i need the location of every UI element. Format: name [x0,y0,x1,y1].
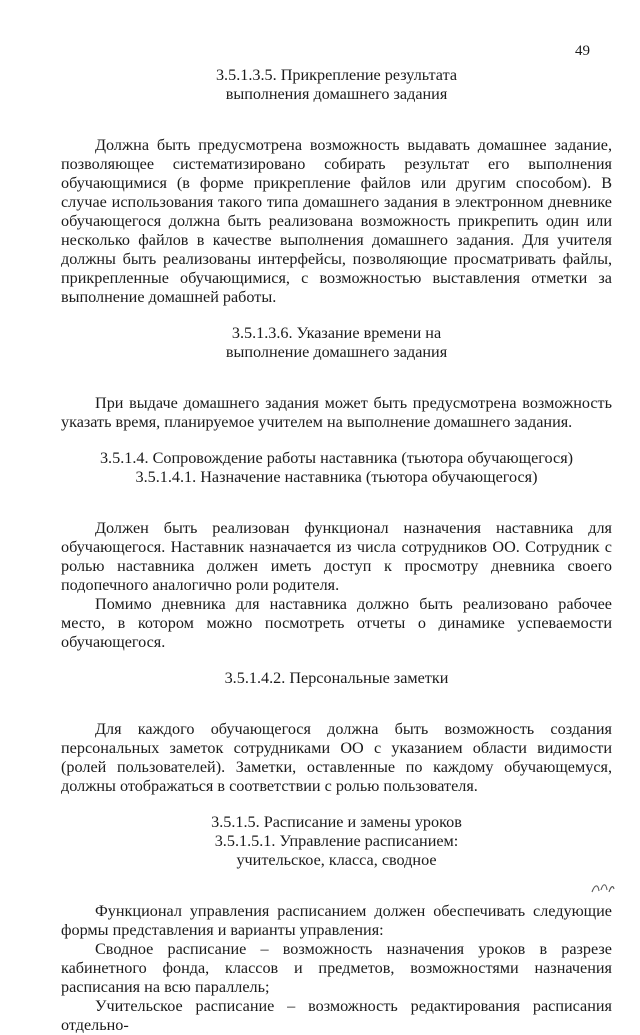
paragraph-schedule-intro: Функционал управления расписанием должен обеспечивать следующие формы представления и варианты управления: [61,902,612,939]
paragraph-personal-notes: Для каждого обучающегося должна быть возможность создания персональных заметок сотрудниками ОО с указанием области видимости (ролей пользователей). Заметки, оставленные по каждому обучающемуся, должны отображаться в соответствии с ролью пользователя. [61,720,612,795]
heading-line: 3.5.1.4. Сопровождение работы наставника (тьютора обучающегося) [99,449,574,467]
page-content [61,66,612,1035]
heading-line: 3.5.1.3.5. Прикрепление результата [215,66,458,84]
paragraph-summary-schedule: Сводное расписание – возможность назначения уроков в разрезе кабинетного фонда, классов и предметов, возможностями назначения расписания на всю параллель; [61,940,612,996]
section-heading-3-5-1-3-6 [61,324,612,362]
heading-line: 3.5.1.4.1. Назначение наставника (тьютора обучающегося) [135,468,538,486]
heading-line: выполнение домашнего задания [225,343,448,361]
heading-line: 3.5.1.4.2. Персональные заметки [224,669,449,687]
paragraph-mentor-workplace: Помимо дневника для наставника должно быть реализовано рабочее место, в котором можно посмотреть отчеты о динамике успеваемости обучающегося. [61,595,612,651]
section-heading-3-5-1-3-5 [61,66,612,104]
heading-line: 3.5.1.3.6. Указание времени на [231,324,442,342]
heading-line: выполнения домашнего задания [225,85,448,103]
paragraph-mentor-assignment: Должен быть реализован функционал назначения наставника для обучающегося. Наставник назначается из числа сотрудников ОО. Сотрудник с ролью наставника должен иметь доступ к просмотру дневника своего подопечного аналогично роли родителя. [61,519,612,594]
page-number: 49 [575,43,590,59]
paragraph-homework-time: При выдаче домашнего задания может быть предусмотрена возможность указать время, планируемое учителем на выполнение домашнего задания. [61,394,612,431]
section-heading-3-5-1-4 [61,449,612,487]
heading-line: 3.5.1.5.1. Управление расписанием: [214,832,459,850]
heading-line: учительское, класса, сводное [236,851,437,869]
section-heading-3-5-1-4-2 [61,669,612,688]
paragraph-teacher-schedule: Учительское расписание – возможность редактирования расписания отдельно- [61,997,612,1034]
heading-line: 3.5.1.5. Расписание и замены уроков [211,813,462,831]
handwritten-mark-icon [590,881,616,895]
paragraph-homework-attachments: Должна быть предусмотрена возможность выдавать домашнее задание, позволяющее систематизировано собирать результат его выполнения обучающимися (в форме прикрепление файлов или другим способом). В случае использования такого типа домашнего задания в электронном дневнике обучающегося должна быть реализована возможность прикрепить один или несколько файлов в качестве выполнения домашнего задания. Для учителя должны быть реализованы интерфейсы, позволяющие просматривать файлы, прикрепленные обучающимися, с возможностью выставления отметки за выполнение домашней работы. [61,136,612,306]
section-heading-3-5-1-5 [61,813,612,870]
